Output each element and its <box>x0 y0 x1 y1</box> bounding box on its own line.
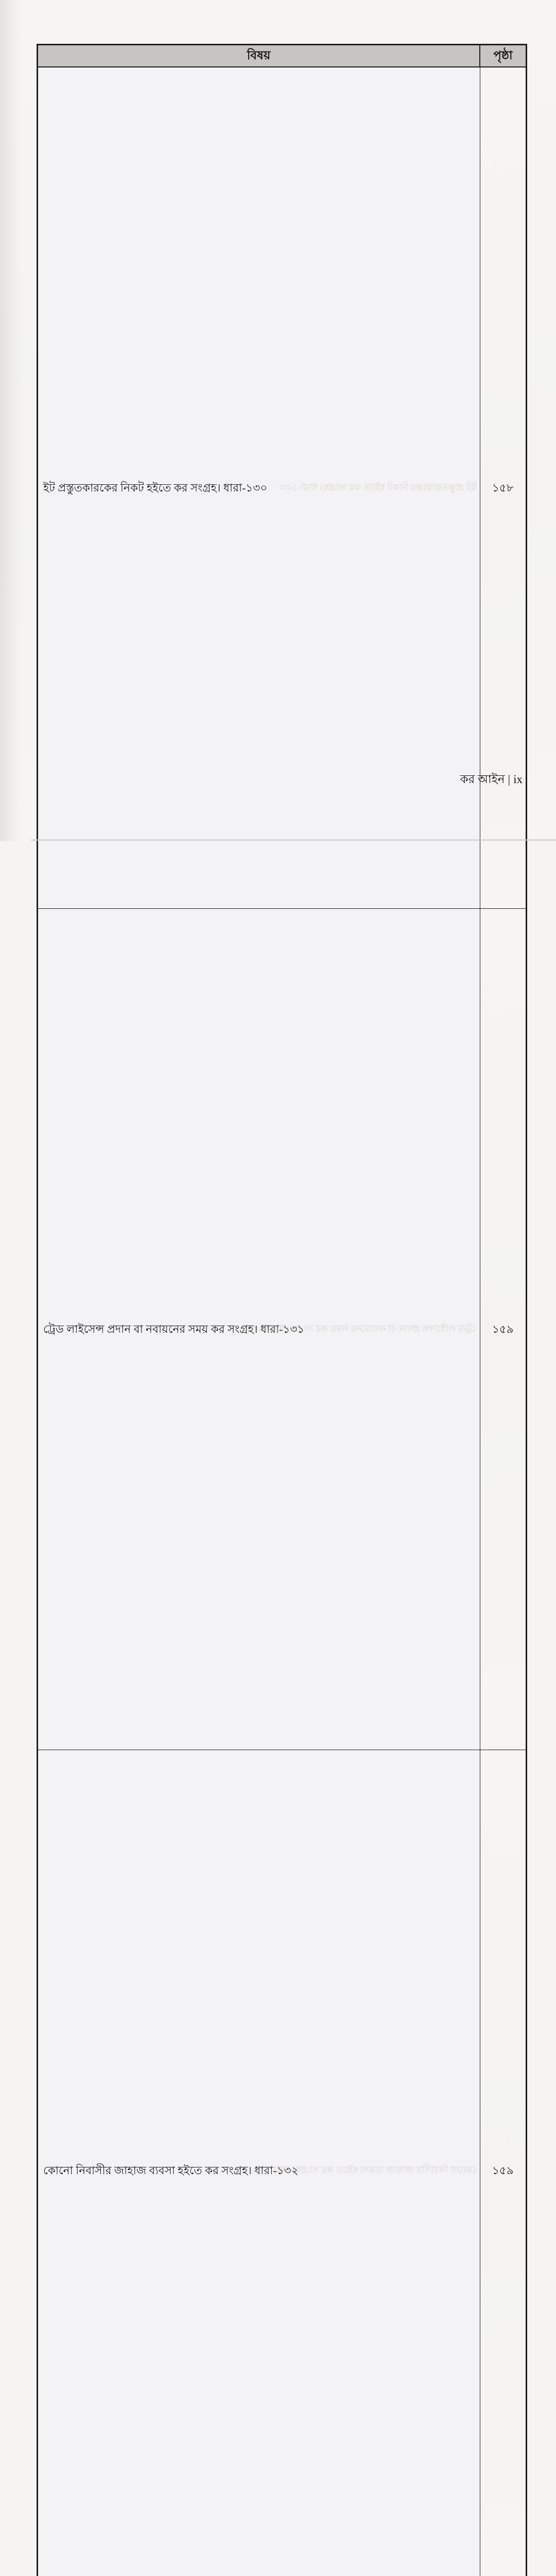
bleed-through-ghost-text: কোনো নিবাসীর জাহাজ ব্যবসা হইতে কর সংগ্রহ। ধারা-১৩২ <box>251 2163 477 2178</box>
footer-book-title: কর আইন <box>460 773 505 786</box>
subject-cell <box>38 1750 480 2576</box>
table-of-contents <box>37 44 527 2576</box>
page-cell: ১৫৯ <box>480 1750 527 2576</box>
page-footer <box>37 770 523 790</box>
scanned-book-page <box>0 0 556 841</box>
toc-body <box>38 67 527 2576</box>
page-edge-shading <box>0 0 21 841</box>
subject-column-header: বিষয় <box>38 45 480 67</box>
subject-text: কোনো নিবাসীর জাহাজ ব্যবসা হইতে কর সংগ্রহ। ধারা-১৩২ <box>43 2164 299 2177</box>
footer-page-number: ix <box>513 773 523 786</box>
subject-text: ইট প্রস্তুতকারকের নিকট হইতে কর সংগ্রহ। ধারা-১৩০ <box>43 482 267 494</box>
header-row <box>38 45 527 67</box>
bleed-through-ghost-text: ইট প্রস্তুতকারকের নিকট হইতে কর সংগ্রহ। ধারা-১৩০ <box>279 480 477 496</box>
footer-separator: | <box>505 773 514 786</box>
table-row <box>38 909 527 1750</box>
page-cell: ১৫৯ <box>480 909 527 1750</box>
subject-cell <box>38 909 480 1750</box>
table-header <box>38 45 527 67</box>
scan-artifact-line <box>31 839 556 841</box>
table-row <box>38 1750 527 2576</box>
bleed-through-ghost-text: ট্রেড লাইসেন্স প্রদান বা নবায়নের সময় কর সংগ্রহ। ধারা-১৩১ <box>246 1321 476 1337</box>
page-cell: ১৫৮ <box>480 67 527 909</box>
page-column-header: পৃষ্ঠা <box>480 45 527 67</box>
subject-text: ট্রেড লাইসেন্স প্রদান বা নবায়নের সময় কর সংগ্রহ। ধারা-১৩১ <box>43 1323 304 1335</box>
